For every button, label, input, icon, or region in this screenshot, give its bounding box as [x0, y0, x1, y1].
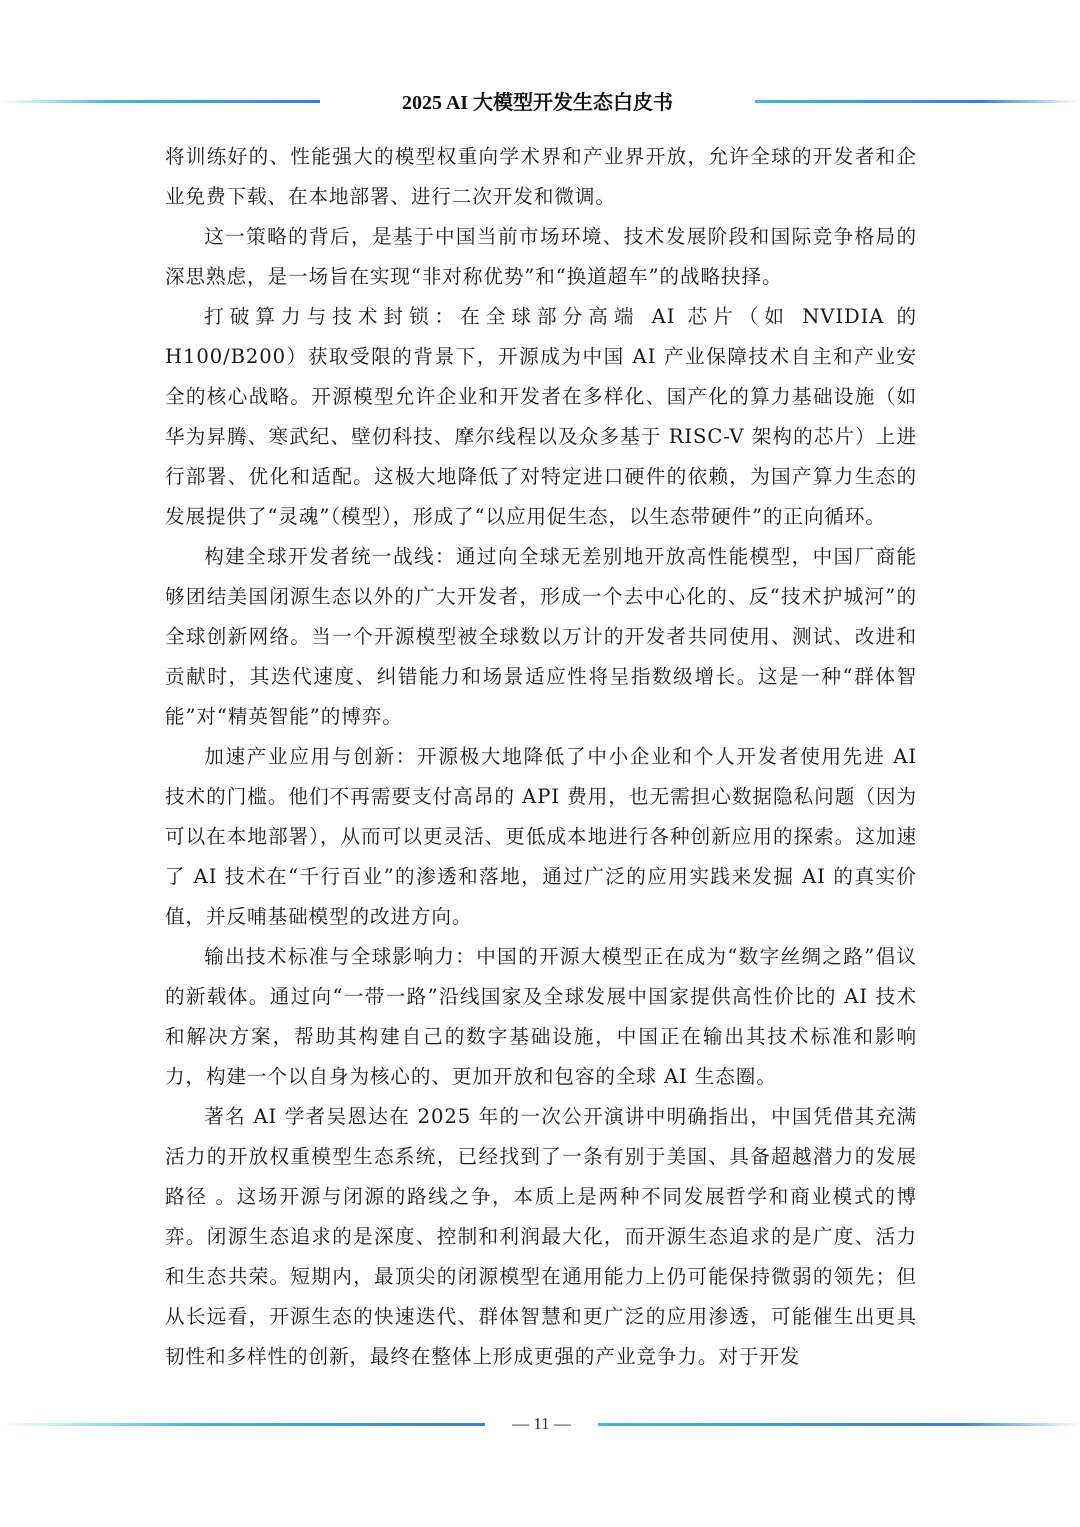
paragraph-developer-front: 构建全球开发者统一战线：通过向全球无差别地开放高性能模型，中国厂商能够团结美国闭源生态以外的广大开发者，形成一个去中心化的、反“技术护城河”的全球创新网络。当一个开源模型被全球数以万计的开发者共同使用、测试、改进和贡献时，其迭代速度、纠错能力和场景适应性将呈指数级增长。这是一种“群体智能”对“精英智能”的博弈。: [165, 545, 917, 728]
header-rule-right: [755, 100, 1080, 103]
footer-rule-right: [598, 1423, 1080, 1426]
paragraph-export-standards: 输出技术标准与全球影响力：中国的开源大模型正在成为“数字丝绸之路”倡议的新载体。通过向“一带一路”沿线国家及全球发展中国家提供高性价比的 AI 技术和解决方案，帮助其构建自己的数字基础设施，中国正在输出其技术标准和影响力，构建一个以自身为核心的、更加开放和包容的全球 AI 生态圈。: [165, 945, 917, 1088]
paragraph-continuation: 将训练好的、性能强大的模型权重向学术界和产业界开放，允许全球的开发者和企业免费下载、在本地部署、进行二次开发和微调。: [165, 145, 917, 208]
document-body: [165, 137, 917, 1377]
page-header-title: 2025 AI 大模型开发生态白皮书: [401, 92, 674, 114]
header-rule-left: [0, 100, 320, 103]
page-number: — 11 —: [512, 1414, 571, 1433]
footer-rule-left: [0, 1423, 485, 1426]
paragraph-break-blockade: 打破算力与技术封锁：在全球部分高端 AI 芯片（如 NVIDIA 的 H100/B200）获取受限的背景下，开源成为中国 AI 产业保障技术自主和产业安全的核心战略。开源模型允许企业和开发者在多样化、国产化的算力基础设施（如华为昇腾、寒武纪、壁仞科技、摩尔线程以及众多基于 RISC-V 架构的芯片）上进行部署、优化和适配。这极大地降低了对特定进口硬件的依赖，为国产算力生态的发展提供了“灵魂”（模型），形成了“以应用促生态，以生态带硬件”的正向循环。: [165, 305, 917, 528]
paragraph-strategy-background: 这一策略的背后，是基于中国当前市场环境、技术发展阶段和国际竞争格局的深思熟虑，是一场旨在实现“非对称优势”和“换道超车”的战略抉择。: [165, 225, 917, 288]
paragraph-andrew-ng: 著名 AI 学者吴恩达在 2025 年的一次公开演讲中明确指出，中国凭借其充满活力的开放权重模型生态系统，已经找到了一条有别于美国、具备超越潜力的发展路径 。这场开源与闭源的路线之争，本质上是两种不同发展哲学和商业模式的博弈。闭源生态追求的是深度、控制和利润最大化，而开源生态追求的是广度、活力和生态共荣。短期内，最顶尖的闭源模型在通用能力上仍可能保持微弱的领先；但从长远看，开源生态的快速迭代、群体智慧和更广泛的应用渗透，可能催生出更具韧性和多样性的创新，最终在整体上形成更强的产业竞争力。对于开发: [165, 1105, 917, 1368]
paragraph-accelerate-application: 加速产业应用与创新：开源极大地降低了中小企业和个人开发者使用先进 AI 技术的门槛。他们不再需要支付高昂的 API 费用，也无需担心数据隐私问题（因为可以在本地部署），从而可以更灵活、更低成本地进行各种创新应用的探索。这加速了 AI 技术在“千行百业”的渗透和落地，通过广泛的应用实践来发掘 AI 的真实价值，并反哺基础模型的改进方向。: [165, 745, 917, 928]
